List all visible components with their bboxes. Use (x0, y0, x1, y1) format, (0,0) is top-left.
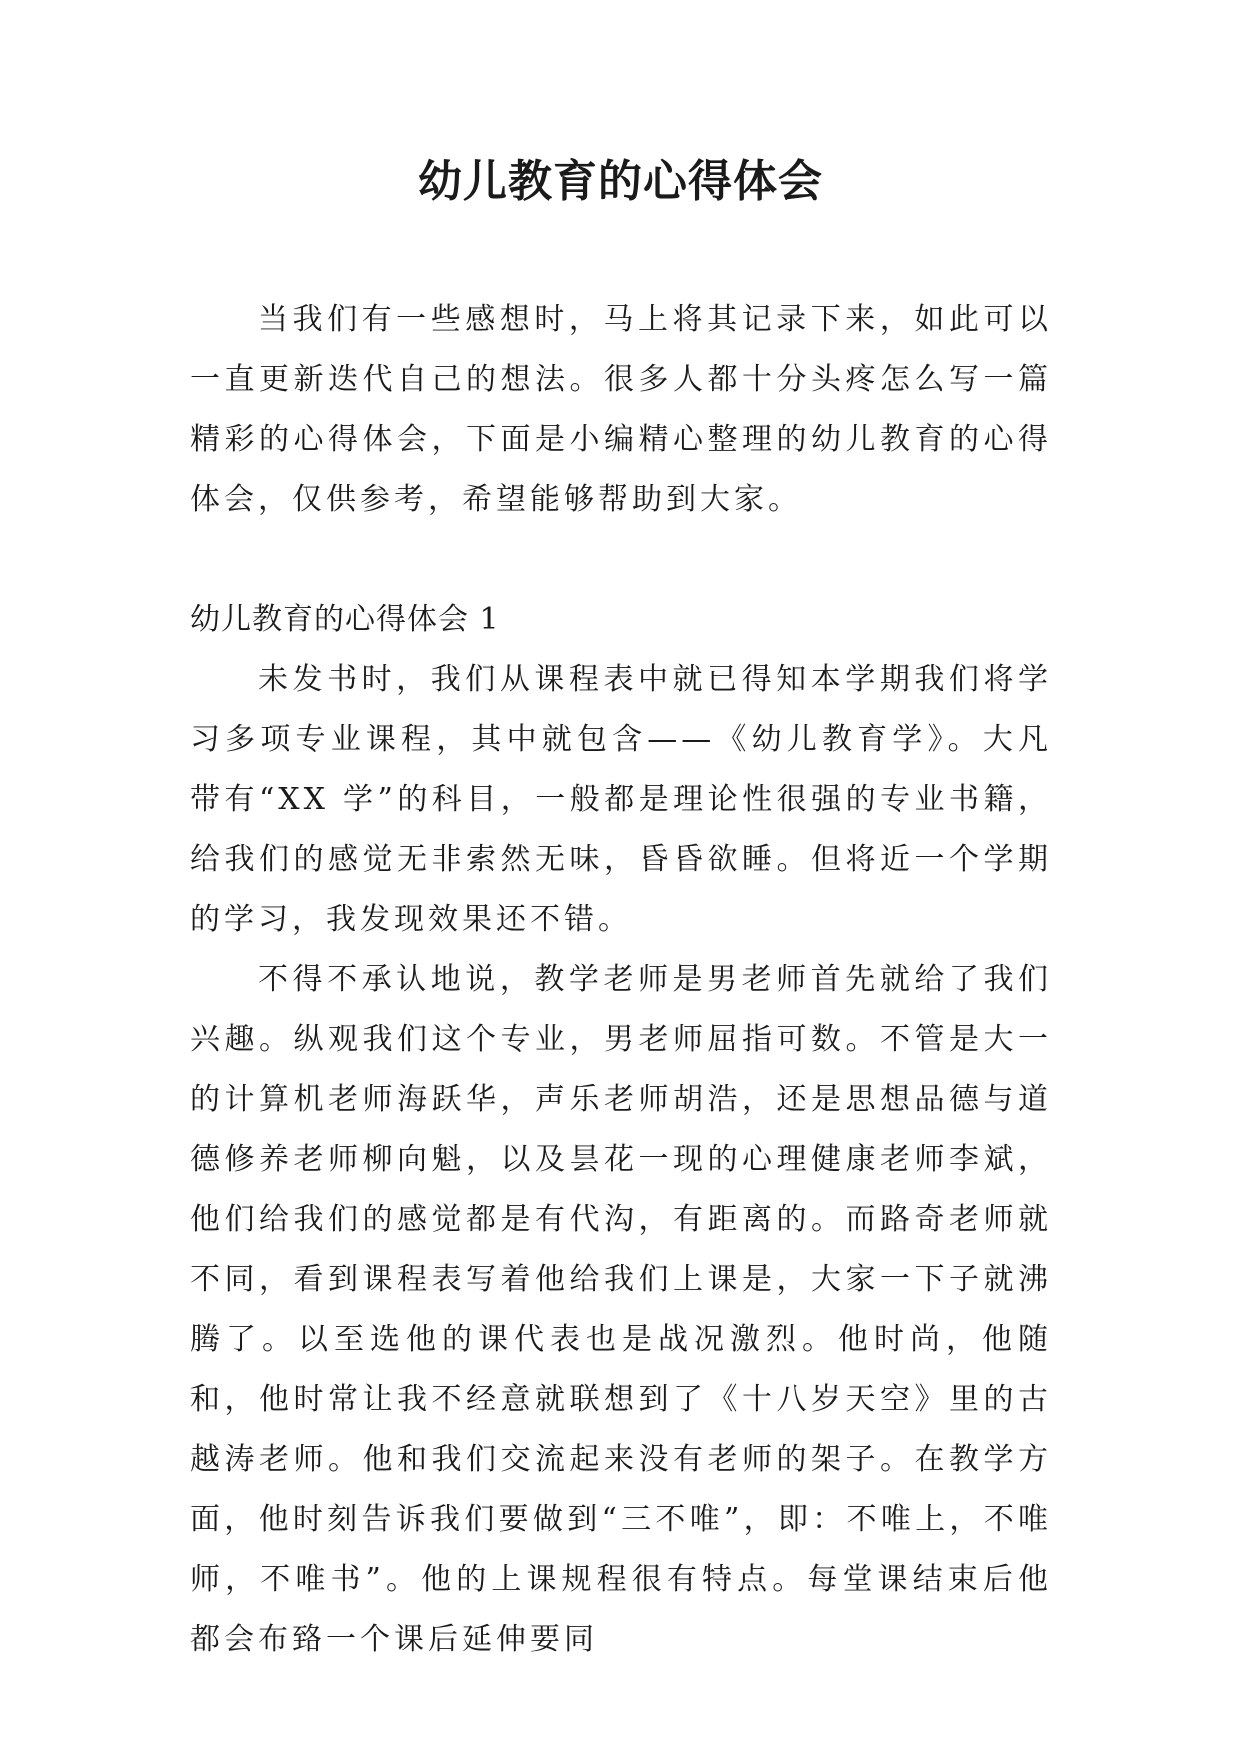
intro-paragraph: 当我们有一些感想时，马上将其记录下来，如此可以一直更新迭代自己的想法。很多人都十分头疼怎么写一篇精彩的心得体会，下面是小编精心整理的幼儿教育的心得体会，仅供参考，希望能够帮助到大家。 (190, 302, 1052, 517)
document-body (190, 290, 1052, 1670)
document-title: 幼儿教育的心得体会 (418, 156, 823, 207)
section-heading: 幼儿教育的心得体会 1 (190, 602, 500, 637)
body-paragraph: 不得不承认地说，教学老师是男老师首先就给了我们兴趣。纵观我们这个专业，男老师屈指可数。不管是大一的计算机老师海跃华，声乐老师胡浩，还是思想品德与道德修养老师柳向魁，以及昙花一现的心理健康老师李斌，他们给我们的感觉都是有代沟，有距离的。而路奇老师就不同，看到课程表写着他给我们上课是，大家一下子就沸腾了。以至选他的课代表也是战况激烈。他时尚，他随和，他时常让我不经意就联想到了《十八岁天空》里的古越涛老师。他和我们交流起来没有老师的架子。在教学方面，他时刻告诉我们要做到“三不唯”，即：不唯上，不唯师，不唯书”。他的上课规程很有特点。每堂课结束后他都会布臵一个课后延伸要同 (190, 962, 1052, 1657)
body-paragraph: 未发书时，我们从课程表中就已得知本学期我们将学习多项专业课程，其中就包含——《幼儿教育学》。大凡带有“XX 学”的科目，一般都是理论性很强的专业书籍，给我们的感觉无非索然无味，昏昏欲睡。但将近一个学期的学习，我发现效果还不错。 (190, 662, 1052, 937)
